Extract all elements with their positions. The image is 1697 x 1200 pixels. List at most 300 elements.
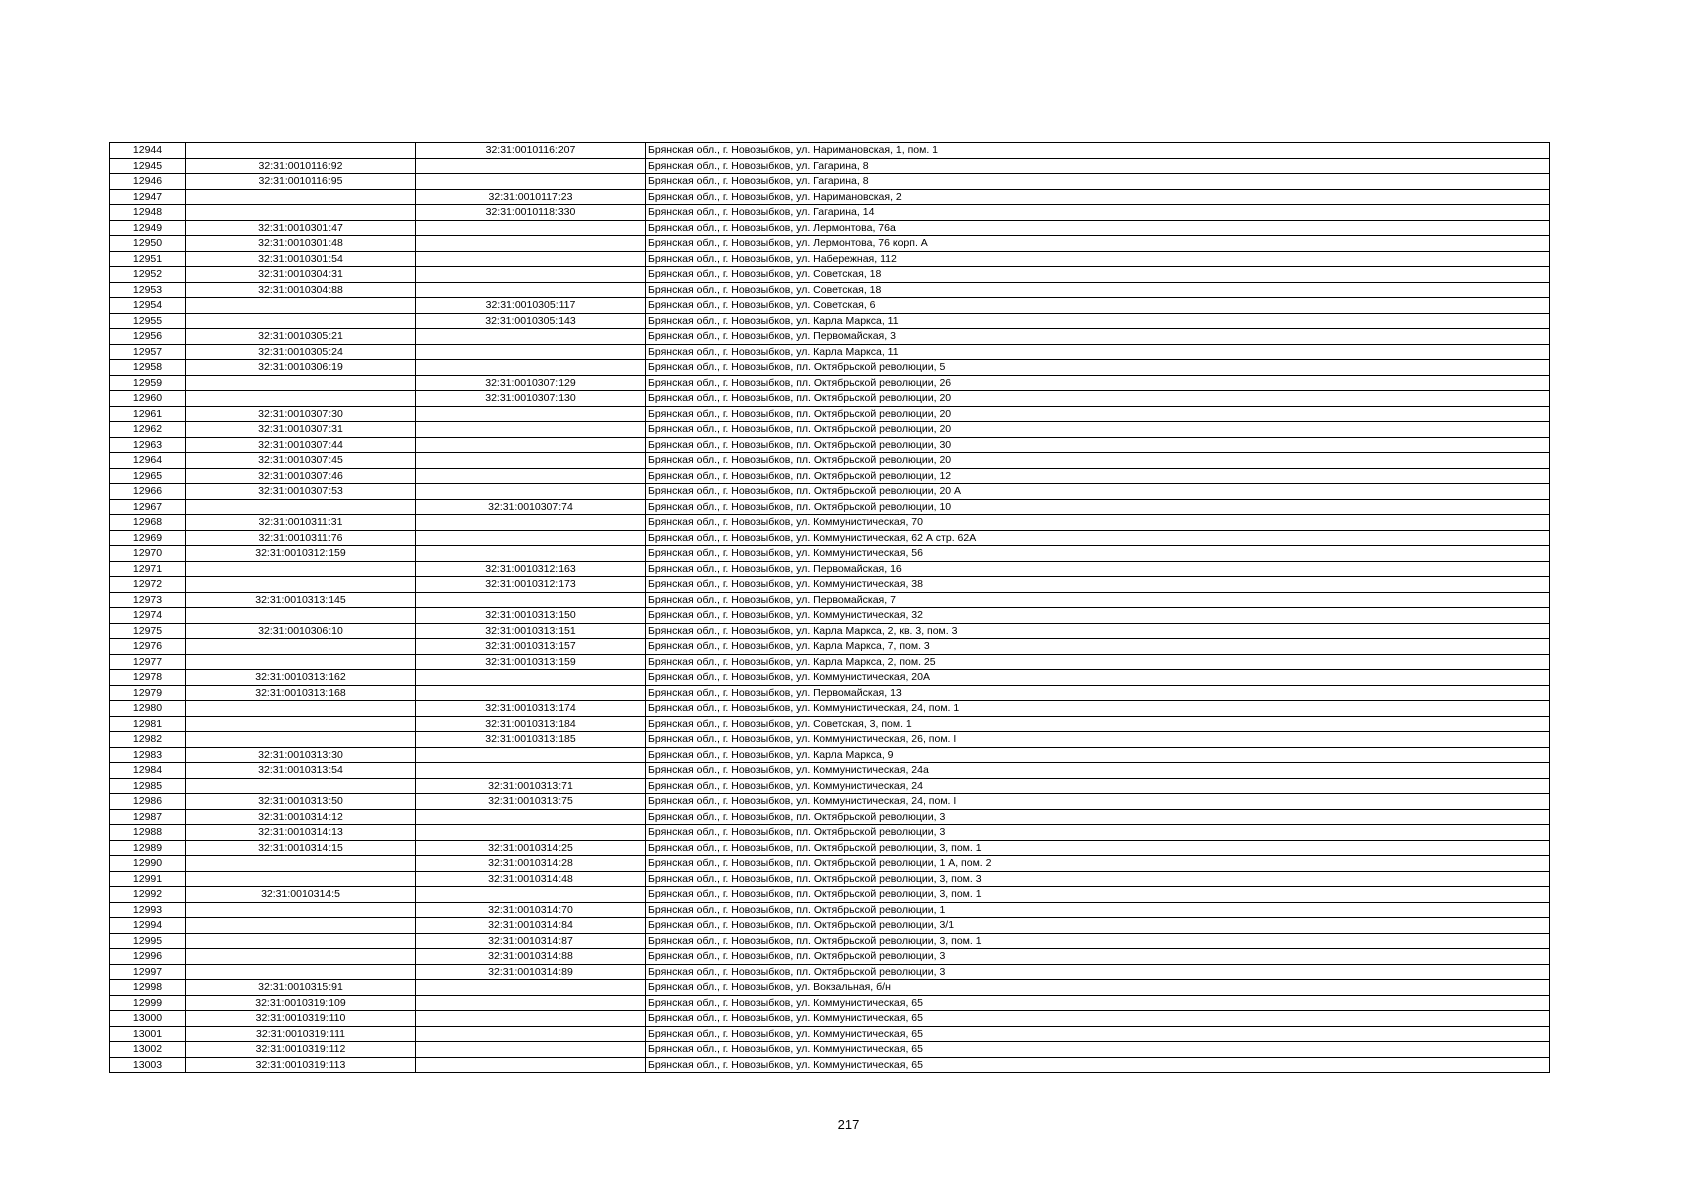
row-number-cell: 12985 — [110, 778, 186, 794]
table-row — [110, 267, 1550, 283]
cadastral-number-cell: 32:31:0010319:113 — [186, 1057, 416, 1073]
cadastral-number-cell: 32:31:0010313:145 — [186, 592, 416, 608]
table-row — [110, 282, 1550, 298]
cadastral-number-cell: 32:31:0010314:15 — [186, 840, 416, 856]
cadastral-number-secondary-cell: 32:31:0010312:163 — [416, 561, 646, 577]
address-cell: Брянская обл., г. Новозыбков, пл. Октябрьской революции, 5 — [646, 360, 1550, 376]
table-row — [110, 1011, 1550, 1027]
table-row — [110, 608, 1550, 624]
cadastral-number-secondary-cell — [416, 1011, 646, 1027]
address-cell: Брянская обл., г. Новозыбков, пл. Октябрьской революции, 20 А — [646, 484, 1550, 500]
cadastral-number-secondary-cell — [416, 282, 646, 298]
address-cell: Брянская обл., г. Новозыбков, пл. Октябрьской революции, 10 — [646, 499, 1550, 515]
address-cell: Брянская обл., г. Новозыбков, пл. Октябрьской революции, 3 — [646, 809, 1550, 825]
row-number-cell: 13002 — [110, 1042, 186, 1058]
cadastral-number-secondary-cell: 32:31:0010314:28 — [416, 856, 646, 872]
address-cell: Брянская обл., г. Новозыбков, ул. Коммунистическая, 62 А стр. 62А — [646, 530, 1550, 546]
cadastral-number-cell: 32:31:0010313:168 — [186, 685, 416, 701]
address-cell: Брянская обл., г. Новозыбков, ул. Коммунистическая, 65 — [646, 1042, 1550, 1058]
table-row — [110, 871, 1550, 887]
table-row — [110, 298, 1550, 314]
cadastral-number-secondary-cell — [416, 747, 646, 763]
table-row — [110, 716, 1550, 732]
cadastral-number-cell: 32:31:0010307:31 — [186, 422, 416, 438]
row-number-cell: 12987 — [110, 809, 186, 825]
cadastral-number-cell: 32:31:0010313:30 — [186, 747, 416, 763]
cadastral-number-secondary-cell — [416, 344, 646, 360]
cadastral-number-secondary-cell: 32:31:0010305:143 — [416, 313, 646, 329]
row-number-cell: 12952 — [110, 267, 186, 283]
row-number-cell: 13000 — [110, 1011, 186, 1027]
cadastral-number-cell: 32:31:0010311:76 — [186, 530, 416, 546]
table-row — [110, 623, 1550, 639]
cadastral-number-secondary-cell: 32:31:0010313:151 — [416, 623, 646, 639]
row-number-cell: 12975 — [110, 623, 186, 639]
table-row — [110, 577, 1550, 593]
table-row — [110, 639, 1550, 655]
address-cell: Брянская обл., г. Новозыбков, ул. Коммунистическая, 70 — [646, 515, 1550, 531]
cadastral-number-secondary-cell: 32:31:0010314:87 — [416, 933, 646, 949]
cadastral-number-secondary-cell: 32:31:0010312:173 — [416, 577, 646, 593]
cadastral-number-cell: 32:31:0010116:92 — [186, 158, 416, 174]
cadastral-number-secondary-cell — [416, 251, 646, 267]
cadastral-number-cell — [186, 778, 416, 794]
cadastral-number-cell — [186, 933, 416, 949]
table-row — [110, 825, 1550, 841]
row-number-cell: 13001 — [110, 1026, 186, 1042]
address-cell: Брянская обл., г. Новозыбков, пл. Октябрьской революции, 3 — [646, 949, 1550, 965]
cadastral-number-cell — [186, 608, 416, 624]
row-number-cell: 12964 — [110, 453, 186, 469]
cadastral-number-secondary-cell: 32:31:0010314:84 — [416, 918, 646, 934]
address-cell: Брянская обл., г. Новозыбков, ул. Карла Маркса, 11 — [646, 313, 1550, 329]
cadastral-number-cell: 32:31:0010307:53 — [186, 484, 416, 500]
table-row — [110, 840, 1550, 856]
row-number-cell: 12989 — [110, 840, 186, 856]
address-cell: Брянская обл., г. Новозыбков, ул. Гагарина, 8 — [646, 174, 1550, 190]
cadastral-number-secondary-cell — [416, 515, 646, 531]
address-cell: Брянская обл., г. Новозыбков, ул. Коммунистическая, 24а — [646, 763, 1550, 779]
row-number-cell: 12977 — [110, 654, 186, 670]
cadastral-number-secondary-cell: 32:31:0010314:70 — [416, 902, 646, 918]
cadastral-number-secondary-cell — [416, 236, 646, 252]
row-number-cell: 12949 — [110, 220, 186, 236]
table-row — [110, 499, 1550, 515]
cadastral-number-cell — [186, 577, 416, 593]
cadastral-number-cell: 32:31:0010314:5 — [186, 887, 416, 903]
cadastral-number-cell: 32:31:0010311:31 — [186, 515, 416, 531]
table-row — [110, 747, 1550, 763]
address-cell: Брянская обл., г. Новозыбков, пл. Октябрьской революции, 3 — [646, 964, 1550, 980]
row-number-cell: 12993 — [110, 902, 186, 918]
cadastral-number-secondary-cell — [416, 422, 646, 438]
table-row — [110, 391, 1550, 407]
cadastral-number-secondary-cell: 32:31:0010118:330 — [416, 205, 646, 221]
table-row — [110, 530, 1550, 546]
row-number-cell: 12953 — [110, 282, 186, 298]
cadastral-number-cell: 32:31:0010307:46 — [186, 468, 416, 484]
address-cell: Брянская обл., г. Новозыбков, пл. Октябрьской революции, 1 — [646, 902, 1550, 918]
table-row — [110, 313, 1550, 329]
table-row — [110, 964, 1550, 980]
address-cell: Брянская обл., г. Новозыбков, ул. Первомайская, 13 — [646, 685, 1550, 701]
cadastral-number-cell — [186, 902, 416, 918]
address-cell: Брянская обл., г. Новозыбков, пл. Октябрьской революции, 12 — [646, 468, 1550, 484]
row-number-cell: 12999 — [110, 995, 186, 1011]
address-cell: Брянская обл., г. Новозыбков, ул. Коммунистическая, 24, пом. 1 — [646, 701, 1550, 717]
cadastral-number-secondary-cell — [416, 484, 646, 500]
table-row — [110, 189, 1550, 205]
table-row — [110, 1042, 1550, 1058]
cadastral-number-secondary-cell: 32:31:0010307:129 — [416, 375, 646, 391]
cadastral-number-cell: 32:31:0010319:111 — [186, 1026, 416, 1042]
row-number-cell: 12994 — [110, 918, 186, 934]
cadastral-number-cell: 32:31:0010116:95 — [186, 174, 416, 190]
cadastral-number-cell: 32:31:0010307:45 — [186, 453, 416, 469]
cadastral-number-cell: 32:31:0010306:10 — [186, 623, 416, 639]
cadastral-number-secondary-cell — [416, 995, 646, 1011]
row-number-cell: 12998 — [110, 980, 186, 996]
cadastral-number-cell: 32:31:0010312:159 — [186, 546, 416, 562]
row-number-cell: 12951 — [110, 251, 186, 267]
table-row — [110, 809, 1550, 825]
address-cell: Брянская обл., г. Новозыбков, пл. Октябрьской революции, 20 — [646, 422, 1550, 438]
row-number-cell: 12966 — [110, 484, 186, 500]
cadastral-number-cell — [186, 499, 416, 515]
cadastral-number-secondary-cell — [416, 329, 646, 345]
table-row — [110, 763, 1550, 779]
cadastral-number-cell: 32:31:0010319:109 — [186, 995, 416, 1011]
table-row — [110, 220, 1550, 236]
cadastral-number-cell — [186, 205, 416, 221]
cadastral-number-cell: 32:31:0010314:12 — [186, 809, 416, 825]
address-cell: Брянская обл., г. Новозыбков, ул. Советская, 3, пом. 1 — [646, 716, 1550, 732]
table-row — [110, 546, 1550, 562]
row-number-cell: 12988 — [110, 825, 186, 841]
table-row — [110, 360, 1550, 376]
address-cell: Брянская обл., г. Новозыбков, ул. Вокзальная, б/н — [646, 980, 1550, 996]
cadastral-number-cell — [186, 189, 416, 205]
cadastral-number-cell — [186, 375, 416, 391]
row-number-cell: 12979 — [110, 685, 186, 701]
cadastral-number-secondary-cell — [416, 980, 646, 996]
table-row — [110, 980, 1550, 996]
cadastral-number-secondary-cell — [416, 825, 646, 841]
cadastral-number-secondary-cell: 32:31:0010117:23 — [416, 189, 646, 205]
cadastral-number-cell — [186, 732, 416, 748]
cadastral-number-cell — [186, 918, 416, 934]
cadastral-number-secondary-cell: 32:31:0010307:130 — [416, 391, 646, 407]
address-cell: Брянская обл., г. Новозыбков, пл. Октябрьской революции, 20 — [646, 453, 1550, 469]
table-row — [110, 484, 1550, 500]
cadastral-number-secondary-cell — [416, 546, 646, 562]
cadastral-number-cell — [186, 561, 416, 577]
cadastral-number-cell — [186, 701, 416, 717]
row-number-cell: 12963 — [110, 437, 186, 453]
address-cell: Брянская обл., г. Новозыбков, пл. Октябрьской революции, 3, пом. 1 — [646, 840, 1550, 856]
cadastral-number-secondary-cell — [416, 468, 646, 484]
cadastral-number-cell — [186, 716, 416, 732]
cadastral-number-secondary-cell — [416, 1042, 646, 1058]
cadastral-number-cell: 32:31:0010319:112 — [186, 1042, 416, 1058]
row-number-cell: 12967 — [110, 499, 186, 515]
table-row — [110, 592, 1550, 608]
cadastral-number-secondary-cell — [416, 1026, 646, 1042]
cadastral-number-cell: 32:31:0010301:54 — [186, 251, 416, 267]
cadastral-number-cell: 32:31:0010307:44 — [186, 437, 416, 453]
cadastral-number-secondary-cell — [416, 406, 646, 422]
cadastral-number-secondary-cell: 32:31:0010313:159 — [416, 654, 646, 670]
table-row — [110, 143, 1550, 159]
row-number-cell: 12961 — [110, 406, 186, 422]
table-row — [110, 422, 1550, 438]
row-number-cell: 12959 — [110, 375, 186, 391]
row-number-cell: 12997 — [110, 964, 186, 980]
address-cell: Брянская обл., г. Новозыбков, ул. Коммунистическая, 24 — [646, 778, 1550, 794]
address-cell: Брянская обл., г. Новозыбков, ул. Наримановская, 1, пом. 1 — [646, 143, 1550, 159]
cadastral-number-cell: 32:31:0010313:162 — [186, 670, 416, 686]
address-cell: Брянская обл., г. Новозыбков, ул. Коммунистическая, 38 — [646, 577, 1550, 593]
cadastral-number-secondary-cell — [416, 1057, 646, 1073]
table-row — [110, 406, 1550, 422]
cadastral-number-cell: 32:31:0010319:110 — [186, 1011, 416, 1027]
row-number-cell: 12973 — [110, 592, 186, 608]
row-number-cell: 12962 — [110, 422, 186, 438]
cadastral-number-cell — [186, 391, 416, 407]
cadastral-number-secondary-cell — [416, 763, 646, 779]
cadastral-number-cell: 32:31:0010305:21 — [186, 329, 416, 345]
row-number-cell: 12981 — [110, 716, 186, 732]
row-number-cell: 12991 — [110, 871, 186, 887]
cadastral-number-cell: 32:31:0010314:13 — [186, 825, 416, 841]
table-row — [110, 887, 1550, 903]
cadastral-number-cell: 32:31:0010304:31 — [186, 267, 416, 283]
row-number-cell: 12948 — [110, 205, 186, 221]
address-cell: Брянская обл., г. Новозыбков, ул. Коммунистическая, 65 — [646, 1011, 1550, 1027]
cadastral-number-cell — [186, 871, 416, 887]
row-number-cell: 12995 — [110, 933, 186, 949]
cadastral-number-secondary-cell: 32:31:0010314:25 — [416, 840, 646, 856]
address-cell: Брянская обл., г. Новозыбков, ул. Карла Маркса, 2, пом. 25 — [646, 654, 1550, 670]
cadastral-number-cell: 32:31:0010313:54 — [186, 763, 416, 779]
cadastral-number-cell — [186, 313, 416, 329]
table-row — [110, 670, 1550, 686]
cadastral-number-cell: 32:31:0010315:91 — [186, 980, 416, 996]
address-cell: Брянская обл., г. Новозыбков, ул. Наримановская, 2 — [646, 189, 1550, 205]
table-row — [110, 701, 1550, 717]
cadastral-number-cell: 32:31:0010304:88 — [186, 282, 416, 298]
address-cell: Брянская обл., г. Новозыбков, ул. Первомайская, 3 — [646, 329, 1550, 345]
row-number-cell: 12946 — [110, 174, 186, 190]
row-number-cell: 12950 — [110, 236, 186, 252]
address-cell: Брянская обл., г. Новозыбков, ул. Первомайская, 16 — [646, 561, 1550, 577]
table-row — [110, 995, 1550, 1011]
table-row — [110, 933, 1550, 949]
address-cell: Брянская обл., г. Новозыбков, ул. Коммунистическая, 56 — [646, 546, 1550, 562]
row-number-cell: 13003 — [110, 1057, 186, 1073]
cadastral-number-secondary-cell — [416, 887, 646, 903]
table-row — [110, 949, 1550, 965]
row-number-cell: 12984 — [110, 763, 186, 779]
row-number-cell: 12958 — [110, 360, 186, 376]
cadastral-number-secondary-cell: 32:31:0010313:185 — [416, 732, 646, 748]
page-number: 217 — [837, 1117, 860, 1132]
address-cell: Брянская обл., г. Новозыбков, пл. Октябрьской революции, 20 — [646, 391, 1550, 407]
address-cell: Брянская обл., г. Новозыбков, пл. Октябрьской революции, 3, пом. 1 — [646, 933, 1550, 949]
address-cell: Брянская обл., г. Новозыбков, пл. Октябрьской революции, 26 — [646, 375, 1550, 391]
table-row — [110, 1026, 1550, 1042]
address-cell: Брянская обл., г. Новозыбков, ул. Коммунистическая, 65 — [646, 995, 1550, 1011]
cadastral-number-secondary-cell: 32:31:0010313:174 — [416, 701, 646, 717]
table-row — [110, 344, 1550, 360]
cadastral-number-cell — [186, 964, 416, 980]
address-cell: Брянская обл., г. Новозыбков, пл. Октябрьской революции, 20 — [646, 406, 1550, 422]
row-number-cell: 12944 — [110, 143, 186, 159]
cadastral-number-secondary-cell — [416, 453, 646, 469]
row-number-cell: 12960 — [110, 391, 186, 407]
cadastral-number-secondary-cell — [416, 685, 646, 701]
cadastral-number-secondary-cell: 32:31:0010307:74 — [416, 499, 646, 515]
address-cell: Брянская обл., г. Новозыбков, пл. Октябрьской революции, 3 — [646, 825, 1550, 841]
cadastral-number-secondary-cell: 32:31:0010314:48 — [416, 871, 646, 887]
cadastral-number-secondary-cell — [416, 220, 646, 236]
table-row — [110, 856, 1550, 872]
table-row — [110, 918, 1550, 934]
address-cell: Брянская обл., г. Новозыбков, ул. Карла Маркса, 9 — [646, 747, 1550, 763]
address-cell: Брянская обл., г. Новозыбков, пл. Октябрьской революции, 30 — [646, 437, 1550, 453]
table-row — [110, 453, 1550, 469]
cadastral-number-cell — [186, 639, 416, 655]
address-cell: Брянская обл., г. Новозыбков, ул. Советская, 6 — [646, 298, 1550, 314]
row-number-cell: 12980 — [110, 701, 186, 717]
table-row — [110, 685, 1550, 701]
row-number-cell: 12974 — [110, 608, 186, 624]
address-cell: Брянская обл., г. Новозыбков, пл. Октябрьской революции, 3, пом. 3 — [646, 871, 1550, 887]
cadastral-number-secondary-cell — [416, 360, 646, 376]
table-row — [110, 329, 1550, 345]
registry-sheet — [109, 142, 1549, 1073]
row-number-cell: 12978 — [110, 670, 186, 686]
address-cell: Брянская обл., г. Новозыбков, ул. Гагарина, 14 — [646, 205, 1550, 221]
table-row — [110, 375, 1550, 391]
address-cell: Брянская обл., г. Новозыбков, пл. Октябрьской революции, 1 А, пом. 2 — [646, 856, 1550, 872]
cadastral-number-cell: 32:31:0010307:30 — [186, 406, 416, 422]
cadastral-number-secondary-cell: 32:31:0010314:89 — [416, 964, 646, 980]
cadastral-number-secondary-cell: 32:31:0010313:157 — [416, 639, 646, 655]
table-row — [110, 158, 1550, 174]
row-number-cell: 12968 — [110, 515, 186, 531]
address-cell: Брянская обл., г. Новозыбков, ул. Карла Маркса, 7, пом. 3 — [646, 639, 1550, 655]
row-number-cell: 12990 — [110, 856, 186, 872]
cadastral-number-secondary-cell: 32:31:0010116:207 — [416, 143, 646, 159]
cadastral-number-cell — [186, 949, 416, 965]
cadastral-number-cell: 32:31:0010305:24 — [186, 344, 416, 360]
table-row — [110, 205, 1550, 221]
cadastral-number-secondary-cell — [416, 437, 646, 453]
cadastral-number-secondary-cell — [416, 592, 646, 608]
row-number-cell: 12971 — [110, 561, 186, 577]
address-cell: Брянская обл., г. Новозыбков, пл. Октябрьской революции, 3, пом. 1 — [646, 887, 1550, 903]
row-number-cell: 12954 — [110, 298, 186, 314]
cadastral-number-secondary-cell: 32:31:0010313:150 — [416, 608, 646, 624]
row-number-cell: 12982 — [110, 732, 186, 748]
address-cell: Брянская обл., г. Новозыбков, ул. Коммунистическая, 26, пом. I — [646, 732, 1550, 748]
address-cell: Брянская обл., г. Новозыбков, ул. Коммунистическая, 65 — [646, 1057, 1550, 1073]
address-cell: Брянская обл., г. Новозыбков, ул. Лермонтова, 76 корп. А — [646, 236, 1550, 252]
row-number-cell: 12992 — [110, 887, 186, 903]
table-row — [110, 468, 1550, 484]
address-cell: Брянская обл., г. Новозыбков, пл. Октябрьской революции, 3/1 — [646, 918, 1550, 934]
cadastral-number-secondary-cell: 32:31:0010313:75 — [416, 794, 646, 810]
cadastral-number-secondary-cell — [416, 809, 646, 825]
row-number-cell: 12983 — [110, 747, 186, 763]
table-row — [110, 778, 1550, 794]
row-number-cell: 12956 — [110, 329, 186, 345]
registry-table — [109, 142, 1550, 1073]
row-number-cell: 12945 — [110, 158, 186, 174]
cadastral-number-secondary-cell — [416, 530, 646, 546]
cadastral-number-cell — [186, 298, 416, 314]
table-row — [110, 236, 1550, 252]
row-number-cell: 12957 — [110, 344, 186, 360]
cadastral-number-cell: 32:31:0010301:47 — [186, 220, 416, 236]
row-number-cell: 12947 — [110, 189, 186, 205]
address-cell: Брянская обл., г. Новозыбков, ул. Коммунистическая, 20А — [646, 670, 1550, 686]
address-cell: Брянская обл., г. Новозыбков, ул. Коммунистическая, 24, пом. I — [646, 794, 1550, 810]
row-number-cell: 12970 — [110, 546, 186, 562]
cadastral-number-cell: 32:31:0010313:50 — [186, 794, 416, 810]
table-row — [110, 437, 1550, 453]
address-cell: Брянская обл., г. Новозыбков, ул. Набережная, 112 — [646, 251, 1550, 267]
address-cell: Брянская обл., г. Новозыбков, ул. Карла Маркса, 11 — [646, 344, 1550, 360]
address-cell: Брянская обл., г. Новозыбков, ул. Коммунистическая, 32 — [646, 608, 1550, 624]
cadastral-number-secondary-cell — [416, 174, 646, 190]
cadastral-number-secondary-cell: 32:31:0010314:88 — [416, 949, 646, 965]
cadastral-number-secondary-cell: 32:31:0010313:184 — [416, 716, 646, 732]
address-cell: Брянская обл., г. Новозыбков, ул. Первомайская, 7 — [646, 592, 1550, 608]
row-number-cell: 12986 — [110, 794, 186, 810]
cadastral-number-secondary-cell — [416, 267, 646, 283]
table-row — [110, 732, 1550, 748]
table-row — [110, 251, 1550, 267]
cadastral-number-cell — [186, 143, 416, 159]
row-number-cell: 12976 — [110, 639, 186, 655]
row-number-cell: 12969 — [110, 530, 186, 546]
table-row — [110, 794, 1550, 810]
address-cell: Брянская обл., г. Новозыбков, ул. Советская, 18 — [646, 267, 1550, 283]
address-cell: Брянская обл., г. Новозыбков, ул. Карла Маркса, 2, кв. 3, пом. 3 — [646, 623, 1550, 639]
cadastral-number-cell — [186, 654, 416, 670]
row-number-cell: 12996 — [110, 949, 186, 965]
table-row — [110, 1057, 1550, 1073]
table-row — [110, 174, 1550, 190]
cadastral-number-secondary-cell — [416, 670, 646, 686]
row-number-cell: 12972 — [110, 577, 186, 593]
row-number-cell: 12965 — [110, 468, 186, 484]
row-number-cell: 12955 — [110, 313, 186, 329]
cadastral-number-secondary-cell: 32:31:0010305:117 — [416, 298, 646, 314]
cadastral-number-secondary-cell: 32:31:0010313:71 — [416, 778, 646, 794]
table-row — [110, 654, 1550, 670]
table-row — [110, 515, 1550, 531]
registry-table-body — [110, 143, 1550, 1073]
cadastral-number-cell — [186, 856, 416, 872]
cadastral-number-cell: 32:31:0010301:48 — [186, 236, 416, 252]
table-row — [110, 902, 1550, 918]
address-cell: Брянская обл., г. Новозыбков, ул. Гагарина, 8 — [646, 158, 1550, 174]
table-row — [110, 561, 1550, 577]
cadastral-number-secondary-cell — [416, 158, 646, 174]
